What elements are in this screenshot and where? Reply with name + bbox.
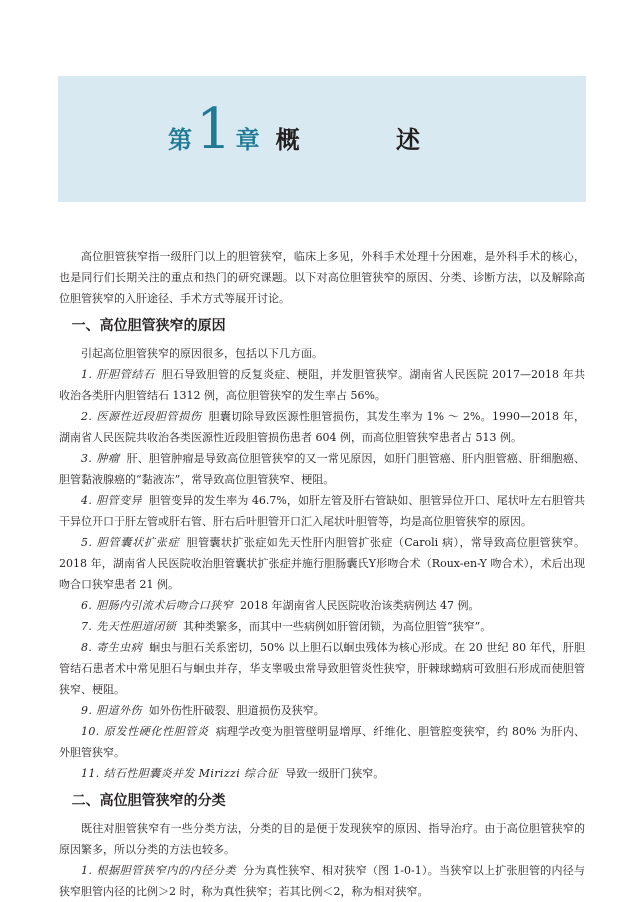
item-text: 2018 年湖南省人民医院收治该类病例达 47 例。 [240, 599, 480, 612]
causes-lead-in: 引起高位胆管狭窄的原因很多，包括以下几方面。 [81, 347, 323, 360]
list-item [59, 763, 585, 784]
item-text: 病理学改变为胆管壁明显增厚、纤维化、胆管腔变狭窄，约 80% 为肝内、外胆管狭窄。 [59, 725, 585, 759]
list-item [59, 860, 585, 902]
chapter-title: 概 述 [275, 125, 464, 154]
body-text [59, 246, 585, 902]
item-text: 其种类繁多，而其中一些病例如肝管闭锁，为高位胆管“狭窄”。 [183, 620, 492, 633]
item-label: 8. 寄生虫病 [81, 641, 143, 654]
item-text: 胆囊切除导致医源性胆管损伤，其发生率为 1% ～ 2%。1990—2018 年，湖南省人民医院共收治各类医源性近段胆管损伤患者 604 例，而高位胆管狭窄患者占 513 例。 [59, 410, 586, 444]
list-item [59, 490, 585, 532]
classification-lead-in: 既往对胆管狭窄有一些分类方法，分类的目的是便于发现狭窄的原因、指导治疗。由于高位胆管狭窄的原因繁多，所以分类的方法也较多。 [59, 822, 585, 856]
causes-list [59, 364, 585, 784]
item-text: 导致一级肝门狭窄。 [285, 767, 385, 780]
list-item [59, 406, 585, 448]
list-item [59, 364, 585, 406]
list-item [59, 637, 585, 700]
item-label: 2. 医源性近段胆管损伤 [81, 410, 202, 423]
list-item [59, 448, 585, 490]
chapter-prefix: 第 [168, 125, 192, 154]
item-text: 胆管囊状扩张症如先天性肝内胆管扩张症（Caroli 病），常导致高位胆管狭窄。2018 年，湖南省人民医院收治胆管囊状扩张症并施行胆肠囊氏Y形吻合术（Roux-en-Y 吻合术），术后出现吻合口狭窄患者 21 例。 [59, 536, 585, 591]
item-label: 4. 胆管变异 [81, 494, 142, 507]
chapter-number: 1 [196, 97, 232, 162]
item-text: 蛔虫与胆石关系密切，50% 以上胆石以蛔虫残体为核心形成。在 20 世纪 80 年代，肝胆管结石患者术中常见胆石与蛔虫并存，华支睾吸虫常导致胆管炎性狭窄，肝棘球蚴病可致胆石形成而使胆管狭窄、梗阻。 [59, 641, 585, 696]
list-item [59, 595, 585, 616]
list-item [59, 721, 585, 763]
chapter-heading [0, 97, 632, 162]
intro-paragraph: 高位胆管狭窄指一级肝门以上的胆管狭窄，临床上多见，外科手术处理十分困难，是外科手术的核心，也是同行们长期关注的重点和热门的研究课题。以下对高位胆管狭窄的原因、分类、诊断方法，以及解除高位胆管狭窄的入肝途径、手术方式等展开讨论。 [59, 250, 585, 305]
item-label: 1. 根据胆管狭窄内的内径分类 [81, 864, 237, 877]
item-label: 5. 胆管囊状扩张症 [81, 536, 180, 549]
item-label: 1. 肝胆管结石 [81, 368, 155, 381]
section-heading-classification: 二、高位胆管狭窄的分类 [71, 793, 226, 809]
item-label: 3. 肿瘤 [81, 452, 120, 465]
section-heading-causes: 一、高位胆管狭窄的原因 [71, 318, 226, 334]
list-item [59, 616, 585, 637]
item-label: 7. 先天性胆道闭锁 [81, 620, 176, 633]
list-item [59, 700, 585, 721]
item-label: 6. 胆肠内引流术后吻合口狭窄 [81, 599, 233, 612]
item-label: 10. 原发性硬化性胆管炎 [81, 725, 209, 738]
item-text: 胆管变异的发生率为 46.7%，如肝左管及肝右管缺如、胆管异位开口、尾状叶左右胆管共干异位开口于肝左管或肝右管、肝右后叶胆管开口汇入尾状叶胆管等，均是高位胆管狭窄的原因。 [59, 494, 585, 528]
item-text: 分为真性狭窄、相对狭窄（图 1-0-1）。当狭窄以上扩张胆管的内径与狭窄胆管内径的比例＞2 时，称为真性狭窄；若其比例＜2，称为相对狭窄。 [59, 864, 585, 898]
classification-list [59, 860, 585, 902]
item-text: 肝、胆管肿瘤是导致高位胆管狭窄的又一常见原因，如肝门胆管癌、肝内胆管癌、肝细胞癌、胆管黏液腺癌的“黏液冻”，常导致高位胆管狭窄、梗阻。 [59, 452, 586, 486]
item-text: 胆石导致胆管的反复炎症、梗阻，并发胆管狭窄。湖南省人民医院 2017—2018 年共收治各类肝内胆管结石 1312 例，高位胆管狭窄的发生率占 56%。 [59, 368, 585, 402]
list-item [59, 532, 585, 595]
chapter-suffix: 章 [235, 125, 260, 154]
item-label: 9. 胆道外伤 [81, 704, 142, 717]
item-text: 如外伤性肝破裂、胆道损伤及狭窄。 [148, 704, 325, 717]
item-label: 11. 结石性胆囊炎并发 Mirizzi 综合征 [81, 767, 279, 780]
